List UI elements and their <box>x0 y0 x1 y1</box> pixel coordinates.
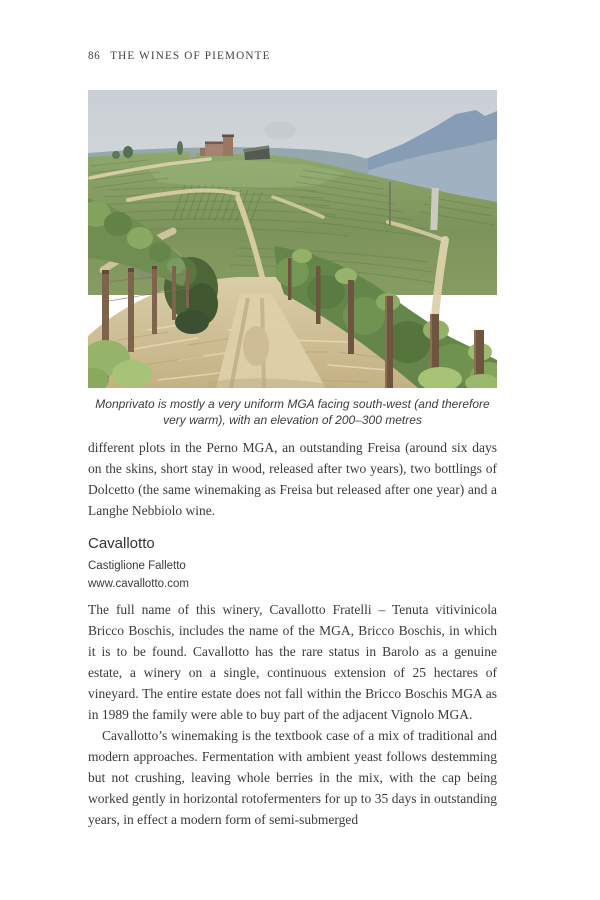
producer-website: www.cavallotto.com <box>88 578 189 590</box>
body-text <box>88 437 497 830</box>
paragraph-continuation: different plots in the Perno MGA, an outstanding Freisa (around six days on the skins, short stay in wood, released after two years), two bottlings of Dolcetto (the same winemaking as Freisa but released after one year) and a Langhe Nebbiolo wine. <box>88 440 497 518</box>
running-title: THE WINES OF PIEMONTE <box>110 50 271 62</box>
producer-location: Castiglione Falletto <box>88 560 186 572</box>
producer-heading: Cavallotto <box>88 535 155 552</box>
page-number: 86 <box>88 50 101 62</box>
vineyard-photo <box>88 90 497 388</box>
photo-haze-overlay <box>88 90 497 388</box>
vineyard-figure <box>88 90 497 428</box>
paragraph-winemaking: Cavallotto’s winemaking is the textbook case of a mix of traditional and modern approaches. Fermentation with ambient yeast follows destemming but not crushing, leaving whole berries in the mix, with the cap being worked gently in horizontal rotofermenters for up to 35 days in outstanding years, in effect a modern form of semi-submerged <box>88 728 497 827</box>
running-head <box>88 50 271 62</box>
photo-caption: Monprivato is mostly a very uniform MGA facing south-west (and therefore very warm), with an elevation of 200–300 metres <box>95 397 490 427</box>
paragraph-winery-description: The full name of this winery, Cavallotto Fratelli – Tenuta vitivinicola Bricco Boschis, includes the name of the MGA, Bricco Boschis, in which it is to be found. Cavallotto has the rare status in Barolo as a genuine estate, a winery on a single, continuous extension of 25 hectares of vineyard. The entire estate does not fall within the Bricco Boschis MGA as in 1989 the family were able to buy part of the adjacent Vignolo MGA. <box>88 602 497 722</box>
